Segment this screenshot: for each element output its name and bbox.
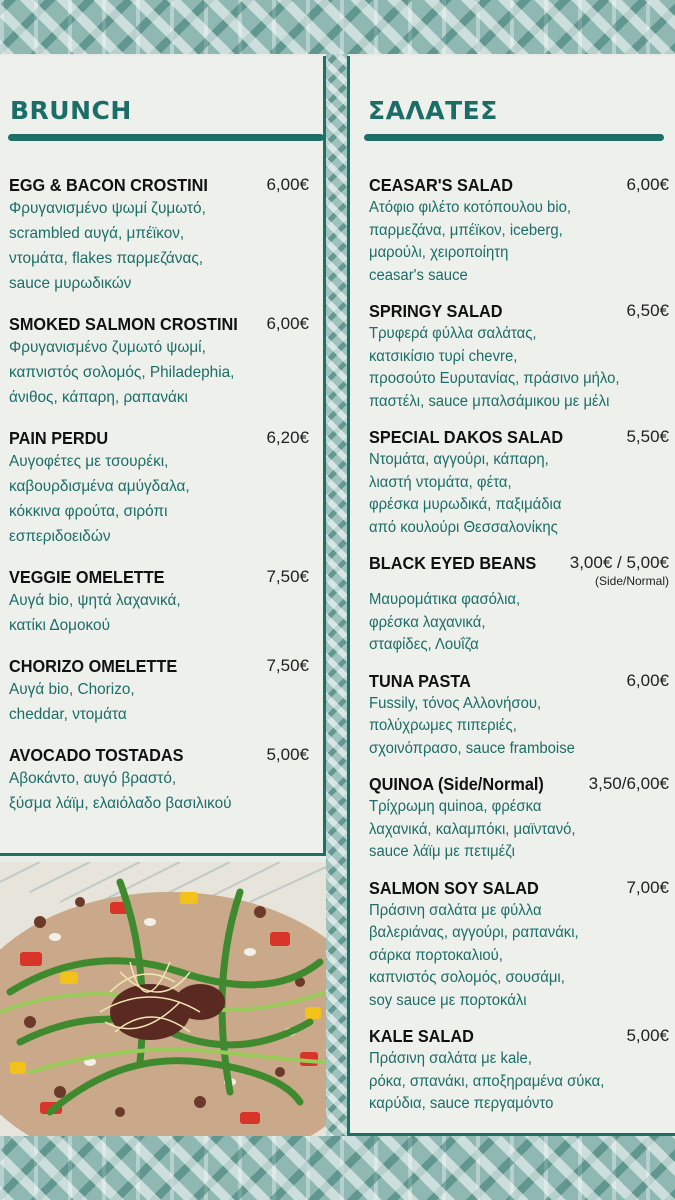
menu-item-header xyxy=(369,174,669,196)
menu-item-name: QUINOA (Side/Normal) xyxy=(369,774,544,794)
salads-item-list xyxy=(369,174,669,1159)
menu-item xyxy=(9,566,309,638)
brunch-item-list xyxy=(9,174,309,833)
menu-item-description-line: ρόκα, σπανάκι, αποξηραμένα σύκα, xyxy=(369,1072,605,1090)
menu-item-price-block xyxy=(626,877,669,899)
menu-item-description-line: καρύδια, sauce περγαμόντο xyxy=(369,1095,554,1112)
menu-item-description-line: παστέλι, sauce μπαλσάμικου με μέλι xyxy=(369,392,610,410)
menu-item-description-line: φρέσκα μυρωδικά, παξιμάδια xyxy=(369,496,562,513)
menu-item-description-line: Fussily, τόνος Αλλονήσου, xyxy=(369,694,542,712)
menu-item-description-line: σταφίδες, Λουΐζα xyxy=(369,636,479,653)
menu-item-name: SPECIAL DAKOS SALAD xyxy=(369,427,564,447)
menu-item-description-line: Ντομάτα, αγγούρι, κάπαρη, xyxy=(369,451,549,468)
menu-item-header xyxy=(369,552,669,588)
menu-item xyxy=(9,427,309,549)
menu-item xyxy=(369,300,669,412)
menu-item xyxy=(369,1025,669,1115)
menu-item-price: 6,50€ xyxy=(626,301,669,320)
menu-item-description-line: scrambled αυγά, μπέϊκον, xyxy=(9,225,185,242)
menu-item-name: PAIN PERDU xyxy=(9,428,109,448)
menu-item-name: KALE SALAD xyxy=(369,1026,474,1046)
menu-item-description-line: Πράσινη σαλάτα με kale, xyxy=(369,1050,532,1067)
menu-item-description-line: κατσικίσιο τυρί chevre, xyxy=(369,347,518,365)
menu-item-price: 3,50/6,00€ xyxy=(588,774,669,793)
brunch-panel xyxy=(0,56,326,856)
menu-item-description-line: Αβοκάντο, αυγό βραστό, xyxy=(9,770,177,787)
menu-item-price: 5,00€ xyxy=(266,745,309,764)
menu-item-header xyxy=(9,655,309,677)
menu-item-name: SMOKED SALMON CROSTINI xyxy=(9,314,238,334)
menu-item-description-line: φρέσκα λαχανικά, xyxy=(369,613,486,631)
menu-item-description-line: sauce μυρωδικών xyxy=(9,275,132,292)
menu-item-header xyxy=(369,877,669,899)
menu-item-header xyxy=(9,313,309,335)
menu-item-description-line: Αυγά bio, Chorizo, xyxy=(9,681,135,698)
menu-item-name: AVOCADO TOSTADAS xyxy=(9,745,184,765)
menu-item-price: 7,00€ xyxy=(626,877,669,897)
menu-item-price: 5,50€ xyxy=(626,427,669,446)
menu-item-description-line: κατίκι Δομοκού xyxy=(9,617,110,634)
menu-item-description-line: cheddar, ντομάτα xyxy=(9,706,127,723)
menu-item xyxy=(369,426,669,538)
menu-item-price: 6,00€ xyxy=(626,175,669,194)
menu-item xyxy=(369,670,669,760)
menu-item-price-block xyxy=(266,566,309,588)
menu-item-price: 6,20€ xyxy=(266,428,309,447)
menu-item-header xyxy=(369,1025,669,1047)
menu-item xyxy=(369,877,669,1012)
menu-item-description-line: soy sauce με πορτοκάλι xyxy=(369,991,527,1009)
brunch-title: BRUNCH xyxy=(10,96,132,125)
menu-item-header xyxy=(9,566,309,588)
menu-item-price-block xyxy=(570,552,669,588)
brunch-title-underline xyxy=(8,134,324,141)
menu-item-price-note: (Side/Normal) xyxy=(594,574,669,588)
menu-item-description-line: λιαστή ντομάτα, φέτα, xyxy=(369,473,512,491)
menu-item-header xyxy=(369,670,669,692)
bottom-pattern-border xyxy=(0,1136,675,1200)
salads-panel xyxy=(347,56,675,1136)
menu-item-header xyxy=(369,426,669,448)
menu-item-price: 3,00€ / 5,00€ xyxy=(569,553,669,572)
menu-item-price-block xyxy=(626,174,669,196)
menu-item xyxy=(369,552,669,656)
menu-item-price-block xyxy=(266,655,309,677)
menu-item-header xyxy=(9,427,309,449)
menu-item-price: 7,50€ xyxy=(266,567,309,586)
menu-item-price: 6,00€ xyxy=(266,175,309,194)
menu-item-name: CHORIZO OMELETTE xyxy=(9,656,178,676)
middle-pattern-divider xyxy=(326,54,348,1136)
menu-item-price-block xyxy=(626,426,669,448)
menu-item-name: SPRINGY SALAD xyxy=(369,301,503,321)
salads-title-underline xyxy=(364,134,664,141)
menu-item-price: 6,00€ xyxy=(626,670,669,690)
menu-item-description-line: Τρυφερά φύλλα σαλάτας, xyxy=(369,325,537,342)
menu-item-description-line: sauce λάϊμ με πετιμέζι xyxy=(369,843,515,860)
menu-item-description-line: Αυγά bio, ψητά λαχανικά, xyxy=(9,592,181,609)
menu-item-description-line: πολύχρωμες πιπεριές, xyxy=(369,717,517,734)
menu-item-description-line: Ατόφιο φιλέτο κοτόπουλου bio, xyxy=(369,199,572,216)
menu-item-description-line: βαλεριάνας, αγγούρι, ραπανάκι, xyxy=(369,924,579,941)
menu-item-price: 6,00€ xyxy=(266,314,309,333)
menu-item-name: EGG & BACON CROSTINI xyxy=(9,175,208,195)
menu-item-header xyxy=(9,744,309,766)
menu-item-price-block xyxy=(626,670,669,692)
salad-photo xyxy=(0,862,326,1136)
menu-item-description-line: ceasar's sauce xyxy=(369,266,468,284)
menu-item-header xyxy=(369,773,669,795)
menu-item-price: 5,00€ xyxy=(626,1026,669,1045)
menu-item xyxy=(9,655,309,727)
menu-item-description-line: ξύσμα λάϊμ, ελαιόλαδο βασιλικού xyxy=(9,795,232,812)
menu-item-description-line: σάρκα πορτοκαλιού, xyxy=(369,946,503,964)
menu-item-description-line: από κουλούρι Θεσσαλονίκης xyxy=(369,518,558,536)
menu-item xyxy=(9,313,309,410)
menu-item-price-block xyxy=(266,174,309,196)
menu-item-description-line: καπνιστός σολομός, Philadephia, xyxy=(9,364,235,381)
menu-item-name: TUNA PASTA xyxy=(369,670,471,691)
menu-item-description-line: σχοινόπρασο, sauce framboise xyxy=(369,739,575,757)
menu-item xyxy=(369,773,669,863)
menu-item-description-line: καβουρδισμένα αμύγδαλα, xyxy=(9,478,190,495)
menu-item-price-block xyxy=(589,773,669,795)
menu-item-description-line: Πράσινη σαλάτα με φύλλα xyxy=(369,901,542,919)
menu-item-price-block xyxy=(266,744,309,766)
menu-item-description-line: μαρούλι, χειροποίητη xyxy=(369,244,509,261)
menu-item-price-block xyxy=(266,427,309,449)
menu-item-description-line: Τρίχρωμη quinoa, φρέσκα xyxy=(369,798,542,815)
menu-item-name: CEASAR'S SALAD xyxy=(369,175,514,195)
menu-item-description-line: Μαυρομάτικα φασόλια, xyxy=(369,591,521,608)
menu-item-description-line: Αυγοφέτες με τσουρέκι, xyxy=(9,453,169,470)
menu-item-description-line: καπνιστός σολομός, σουσάμι, xyxy=(369,969,565,986)
top-pattern-border xyxy=(0,0,675,54)
menu-item-description-line: εσπεριδοειδών xyxy=(9,528,111,545)
menu-item-name: SALMON SOY SALAD xyxy=(369,877,539,898)
menu-item-price: 7,50€ xyxy=(266,656,309,675)
menu-item-description-line: Φρυγανισμένο ζυμωτό ψωμί, xyxy=(9,339,206,356)
menu-item-name: BLACK EYED BEANS xyxy=(369,553,537,573)
menu-item-header xyxy=(9,174,309,196)
menu-item-description-line: λαχανικά, καλαμπόκι, μαϊντανό, xyxy=(369,820,576,838)
menu-item xyxy=(9,174,309,296)
menu-item-description-line: Φρυγανισμένο ψωμί ζυμωτό, xyxy=(9,200,206,217)
menu-item xyxy=(369,174,669,286)
menu-item-description-line: άνιθος, κάπαρη, ραπανάκι xyxy=(9,389,188,406)
salads-title: ΣΑΛΑΤΕΣ xyxy=(368,96,498,125)
menu-item-header xyxy=(369,300,669,322)
menu-item-description-line: ντομάτα, flakes παρμεζάνας, xyxy=(9,250,204,267)
menu-item-name: VEGGIE OMELETTE xyxy=(9,567,165,587)
menu-item-price-block xyxy=(626,300,669,322)
menu-item xyxy=(9,744,309,816)
menu-item-price-block xyxy=(266,313,309,335)
menu-item-price-block xyxy=(626,1025,669,1047)
menu-item-description-line: προσούτο Ευρυτανίας, πράσινο μήλο, xyxy=(369,370,620,387)
menu-item-description-line: κόκκινα φρούτα, σιρόπι xyxy=(9,503,168,520)
menu-item-description-line: παρμεζάνα, μπέϊκον, iceberg, xyxy=(369,221,563,239)
